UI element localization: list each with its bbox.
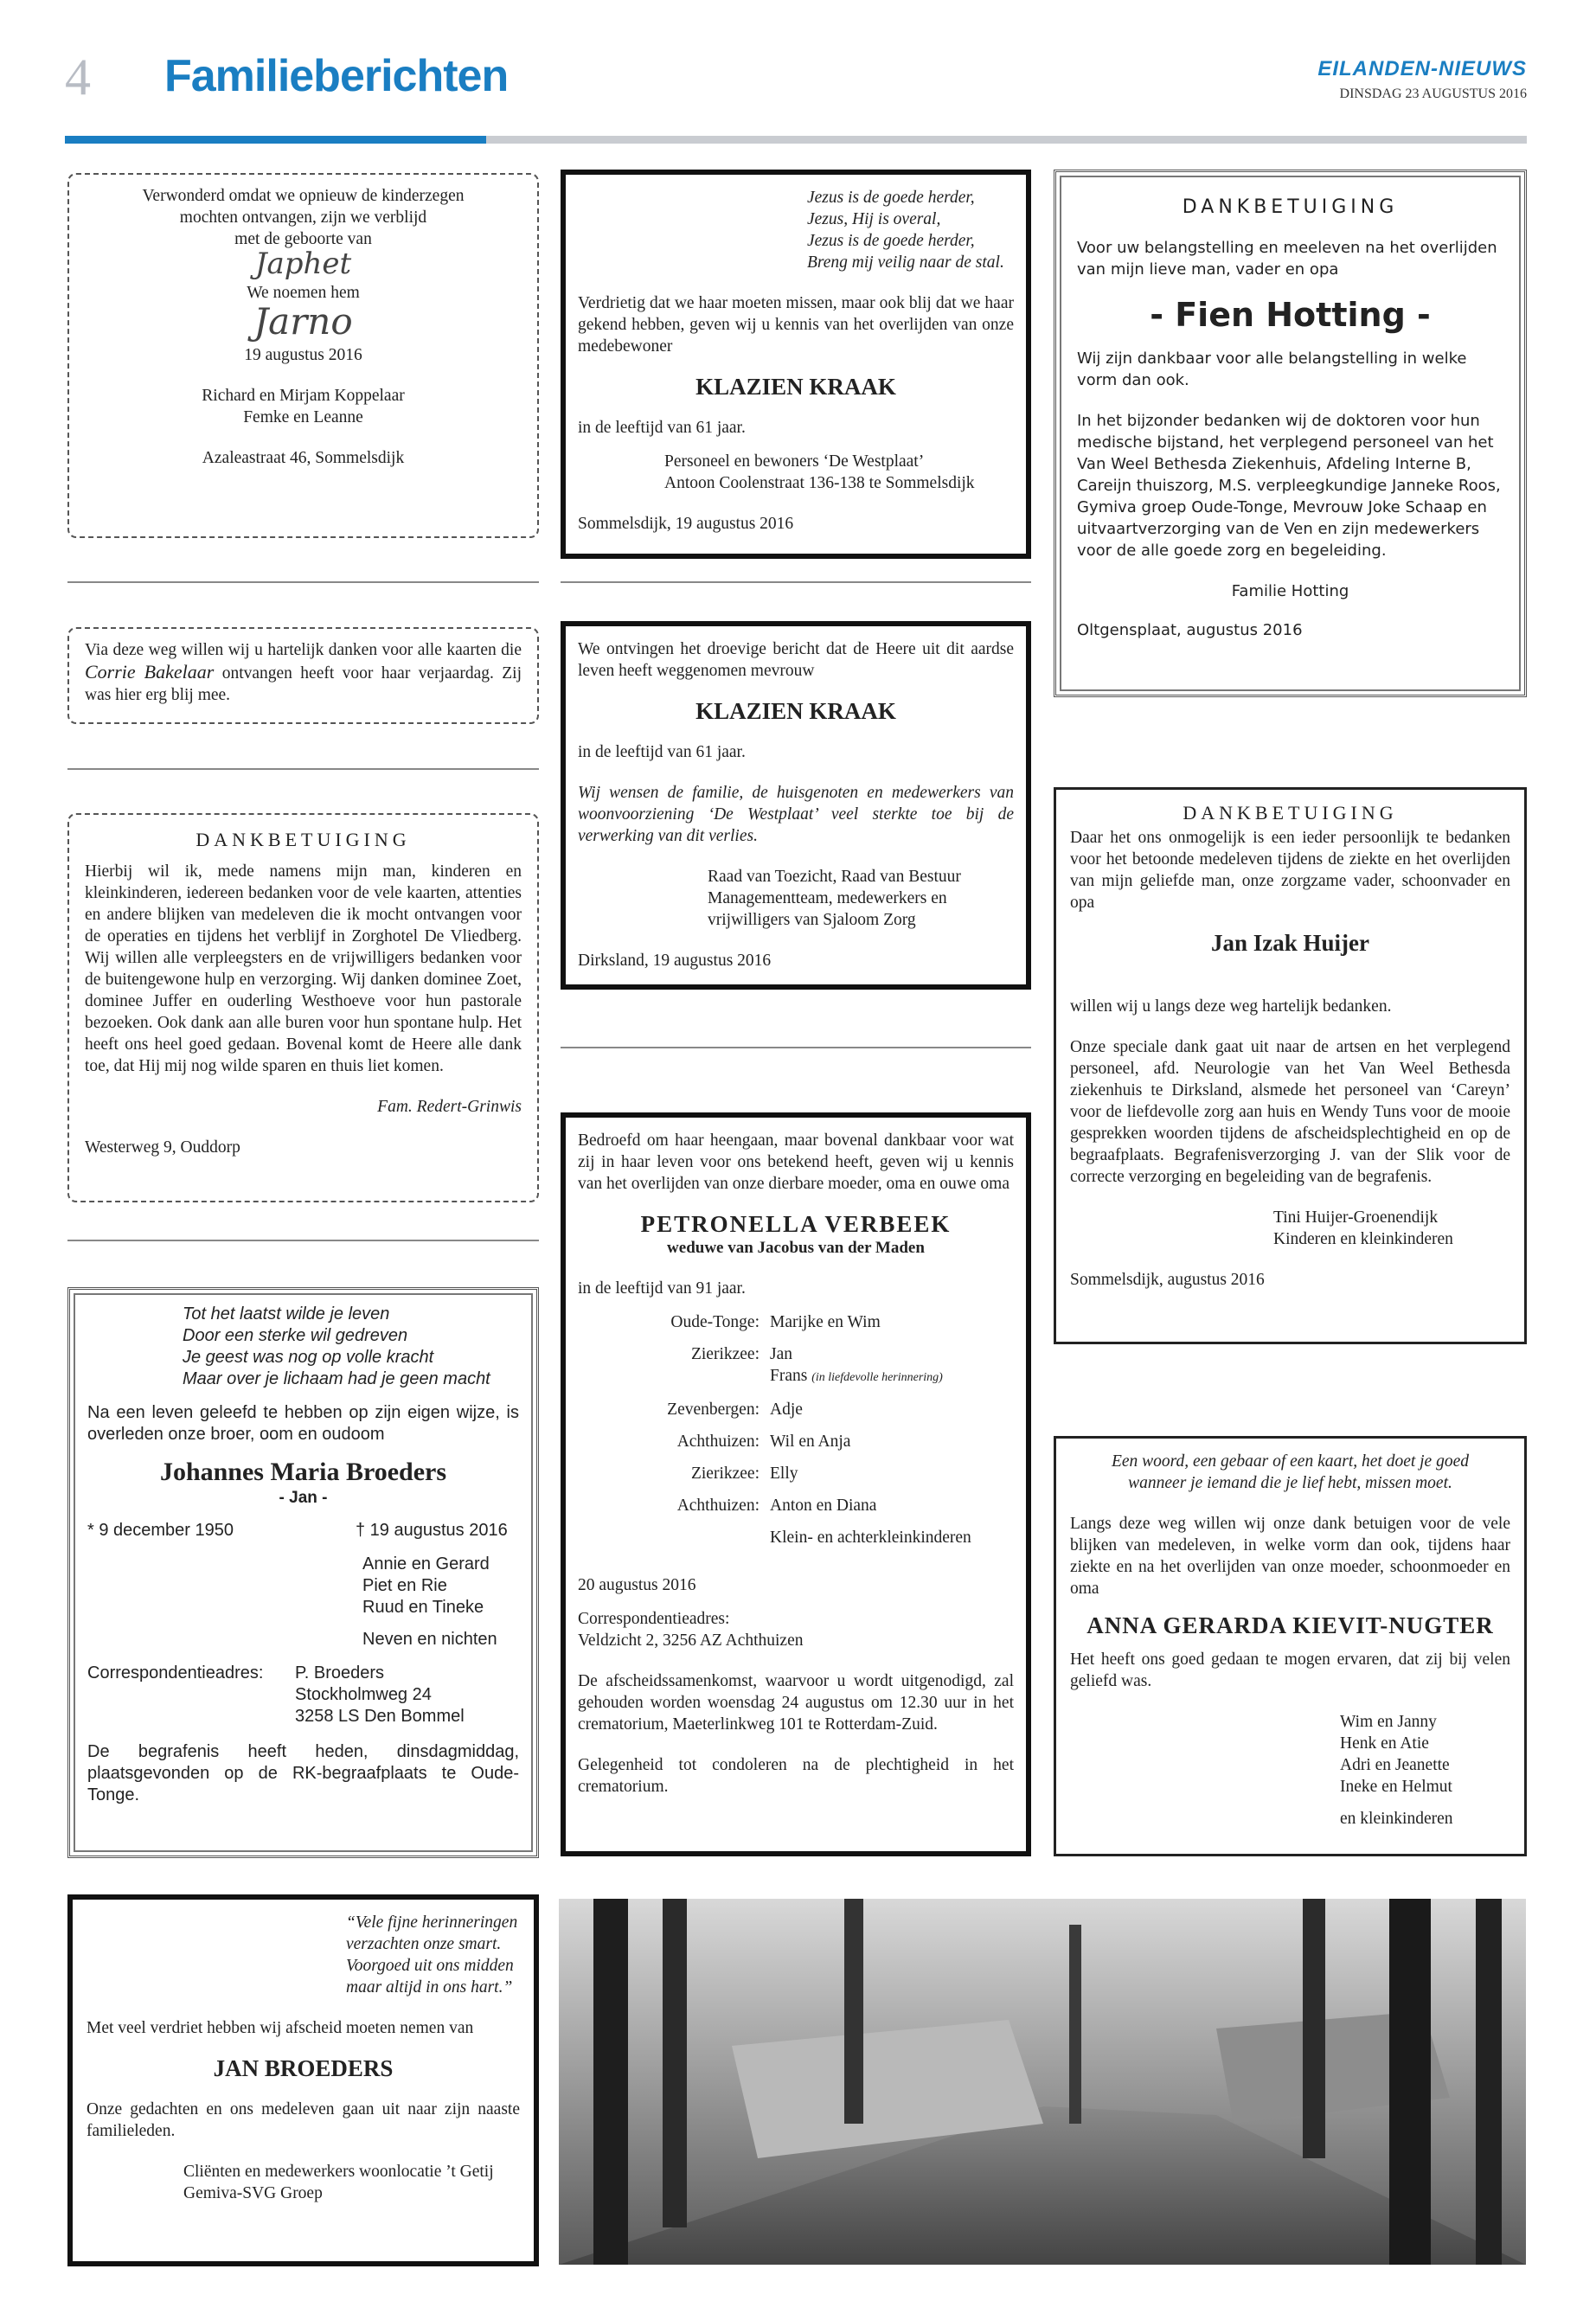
date: 20 augustus 2016	[578, 1576, 696, 1594]
poem-line: Jezus, Hij is overal,	[807, 210, 941, 228]
deceased-name: - Fien Hotting -	[1150, 296, 1431, 334]
obituary-klazien-kraak-sjaloom	[561, 621, 1031, 990]
sender-line: Personeel en bewoners ‘De Westplaat’	[664, 452, 925, 471]
family-list	[1070, 1711, 1510, 1830]
quote-line: “Vele fijne herinneringen	[346, 1913, 518, 1932]
paragraph: Wij zijn dankbaar voor alle belangstelling in welke vorm dan ook.	[1077, 349, 1467, 389]
family-names: Wil en Anja	[770, 1433, 851, 1451]
newspaper-logo: EILANDEN-NIEUWS	[1317, 57, 1527, 80]
family-row	[578, 1365, 971, 1399]
signature	[1070, 1207, 1510, 1250]
divider	[561, 1047, 1031, 1048]
corrie-text-post: ontvangen heeft voor haar verjaardag. Zij was hier erg blij mee.	[85, 664, 522, 704]
poem-line: Door een sterke wil gedreven	[183, 1326, 408, 1345]
sender	[87, 2161, 520, 2204]
age: in de leeftijd van 61 jaar.	[578, 419, 746, 437]
dankbetuiging-huijer	[1054, 787, 1527, 1344]
forest-path-photo	[559, 1899, 1526, 2265]
family-member: Henk en Atie	[1340, 1734, 1429, 1753]
obituary-klazien-kraak-residents	[561, 170, 1031, 559]
notice-title: DANKBETUIGING	[195, 829, 411, 850]
family-place: Zevenbergen:	[667, 1400, 760, 1419]
family-place	[578, 1527, 770, 1559]
quote-line: wanneer je iemand die je lief hebt, missen moet.	[1128, 1474, 1452, 1492]
deceased-name: KLAZIEN KRAAK	[695, 698, 896, 724]
special-thanks: Onze speciale dank gaat uit naar de artsen en het verplegend personeel, afd. Neurologie van het Van Weel Bethesda ziekenhuis te Dirksland, alsmede het personeel van ‘Careyn’ voor de liefdevolle zorg aan huis en Wendy Tuns voor de mooie gesprekken woorden tijdens de afscheidsplechtigheid en op de begraafplaats. Begrafenisverzorging J. van der Slik voor de correcte verzorging en begeleiding van de begrafenis.	[1070, 1038, 1510, 1186]
sender-line: Managementteam, medewerkers en	[708, 889, 947, 907]
funeral-info: De begrafenis heeft heden, dinsdagmiddag, plaatsgevonden op de RK-begraafplaats te Oude-Tonge.	[87, 1742, 519, 1804]
notice-title: DANKBETUIGING	[1182, 196, 1399, 218]
thanks: willen wij u langs deze weg hartelijk bedanken.	[1070, 997, 1392, 1016]
deceased-name: Jan Izak Huijer	[1210, 930, 1369, 956]
intro: Langs deze weg willen wij onze dank betuigen voor de vele blijken van medeleven, in welke vorm dan ook, tijdens haar ziekte en na het overlijden van onze moeder, schoonmoeder en oma	[1070, 1515, 1510, 1598]
quote-line: Voorgoed uit ons midden	[346, 1957, 514, 1975]
page-number: 4	[65, 48, 91, 106]
poem-line: Breng mij veilig naar de stal.	[807, 253, 1004, 272]
header-rule-accent	[65, 136, 486, 144]
signature-line: Tini Huijer-Groenendijk	[1273, 1208, 1439, 1227]
age: in de leeftijd van 91 jaar.	[578, 1279, 746, 1298]
family-place: Zierikzee:	[690, 1465, 760, 1483]
correspondence-line: Stockholmweg 24	[295, 1685, 432, 1704]
thanks-notice-corrie	[67, 627, 539, 724]
family-row	[578, 1343, 971, 1365]
family-note: (in liefdevolle herinnering)	[811, 1371, 943, 1384]
poem-line: Tot het laatst wilde je leven	[183, 1304, 390, 1324]
birth-parents: Richard en Mirjam Koppelaar	[202, 387, 405, 405]
deceased-name: Johannes Maria Broeders	[159, 1458, 447, 1486]
place-date: Dirksland, 19 augustus 2016	[578, 952, 772, 970]
birth-line: We noemen hem	[247, 284, 360, 302]
divider	[67, 581, 539, 583]
obituary-jan-broeders	[67, 1894, 539, 2266]
paragraph: In het bijzonder bedanken wij de doktoren voor hun medische bijstand, het verplegend personeel van het Van Weel Bethesda Ziekenhuis, Afdeling Interne B, Careijn thuiszorg, M.S. verpleegkundige Janneke Roos, Gymiva groep Oude-Tonge, Mevrouw Joke Schaap en uitvaartverzorging van de Ven en zijn medewerkers voor de alle goede zorg en begeleiding.	[1077, 412, 1501, 560]
poem-line: Je geest was nog op volle kracht	[183, 1348, 434, 1367]
farewell-info: De afscheidssamenkomst, waarvoor u wordt uitgenodigd, zal gehouden worden woensdag 24 augustus om 12.30 uur in het crematorium, Maeterlinkweg 101 te Rotterdam-Zuid.	[578, 1672, 1014, 1734]
correspondence-label: Correspondentieadres:	[578, 1610, 730, 1628]
deceased-name: ANNA GERARDA KIEVIT-NUGTER	[1086, 1612, 1494, 1638]
place-date: Oltgensplaat, augustus 2016	[1077, 621, 1303, 639]
sender	[578, 451, 1014, 494]
dankbetuiging-kievit-nugter	[1054, 1436, 1527, 1856]
place-date: Sommelsdijk, 19 augustus 2016	[578, 515, 794, 533]
poem	[578, 187, 1014, 273]
age: in de leeftijd van 61 jaar.	[578, 743, 746, 761]
section-title: Familieberichten	[164, 51, 509, 101]
family-row	[578, 1311, 971, 1343]
issue-date: DINSDAG 23 AUGUSTUS 2016	[1339, 87, 1527, 101]
corrie-text-pre: Via deze weg willen wij u hartelijk danken voor alle kaarten die	[85, 641, 522, 659]
birth-date: * 9 december 1950	[87, 1521, 234, 1540]
quote	[87, 1912, 520, 1998]
family-place: Oude-Tonge:	[670, 1313, 760, 1331]
quote-line: Een woord, een gebaar of een kaart, het doet je goed	[1111, 1452, 1469, 1471]
birth-siblings: Femke en Leanne	[243, 408, 363, 426]
intro: Verdrietig dat we haar moeten missen, maar ook blij dat we haar gekend hebben, geven wij u kennis van het overlijden van onze medebewoner	[578, 294, 1014, 356]
signature-line: Kinderen en kleinkinderen	[1273, 1230, 1453, 1248]
intro: Bedroefd om haar heengaan, maar bovenal dankbaar voor wat zij in haar leven voor ons betekend heeft, geven wij u kennis van het overlijden van onze dierbare moeder, oma en ouwe oma	[578, 1131, 1014, 1193]
sender-line: Cliënten en medewerkers woonlocatie ’t Getij	[183, 2163, 494, 2181]
birth-line: mochten ontvangen, zijn we verblijd	[179, 208, 427, 227]
family-place: Zierikzee:	[690, 1345, 760, 1363]
family-names: Klein- en achterkleinkinderen	[770, 1529, 971, 1547]
body: Onze gedachten en ons medeleven gaan uit naar zijn naaste familieleden.	[87, 2100, 520, 2140]
birth-announcement	[67, 173, 539, 538]
family-row	[578, 1495, 971, 1527]
correspondence-line: 3258 LS Den Bommel	[295, 1707, 465, 1726]
family-names: Anton en Diana	[770, 1497, 877, 1515]
family-place: Achthuizen:	[676, 1433, 760, 1451]
quote	[1070, 1451, 1510, 1494]
family-names: Frans	[770, 1367, 808, 1385]
family-row	[578, 1527, 971, 1559]
family-member: Ineke en Helmut	[1340, 1778, 1452, 1796]
poem-line: Maar over je lichaam had je geen macht	[183, 1369, 490, 1388]
family-member: Ruud en Tineke	[362, 1598, 484, 1617]
sender-line: Raad van Toezicht, Raad van Bestuur	[708, 868, 961, 886]
widow-of: weduwe van Jacobus van der Maden	[667, 1239, 925, 1257]
death-date: † 19 augustus 2016	[356, 1521, 508, 1540]
dates-row	[87, 1520, 519, 1541]
divider	[67, 1240, 539, 1241]
body: Het heeft ons goed gedaan te mogen ervaren, dat zij bij velen geliefd was.	[1070, 1650, 1510, 1690]
family-names: Jan	[770, 1345, 792, 1363]
family-table	[578, 1311, 971, 1559]
family-member: en kleinkinderen	[1340, 1810, 1453, 1828]
deceased-name: PETRONELLA VERBEEK	[640, 1211, 952, 1237]
sender-line: Gemiva-SVG Groep	[183, 2184, 323, 2202]
birth-date: 19 augustus 2016	[244, 346, 362, 364]
correspondence-line: P. Broeders	[295, 1663, 385, 1682]
quote-line: maar altijd in ons hart.”	[346, 1978, 513, 1997]
intro: Voor uw belangstelling en meeleven na het overlijden van mijn lieve man, vader en opa	[1077, 239, 1497, 279]
header-rule	[486, 136, 1527, 144]
family-place: Achthuizen:	[676, 1497, 760, 1515]
place-date: Sommelsdijk, augustus 2016	[1070, 1271, 1265, 1289]
family-names: Adje	[770, 1400, 803, 1419]
notice-body: Hierbij wil ik, mede namens mijn man, kinderen en kleinkinderen, iedereen bedanken voor de vele kaarten, attenties en andere blijken van medeleven die ik mocht ontvangen voor de operaties en tijdens het verblijf in Zorghotel De Vliedberg. Wij willen alle verpleegsters en de vrijwilligers bedanken voor de buitengewone hulp en verzorging. Wij danken dominee Zoet, dominee Juffer en ouderling Westhoeve voor hun pastorale bezoeken. Ook dank aan alle buren voor hun spontane hulp. Het heeft ons heel goed gedaan. Bovenal komt de Heere alle dank toe, dat Hij mij nog wilde sparen en thuis liet komen.	[85, 862, 522, 1075]
address: Westerweg 9, Ouddorp	[85, 1138, 240, 1157]
divider	[67, 768, 539, 770]
birth-line: Verwonderd omdat we opnieuw de kinderzegen	[142, 187, 465, 205]
family-names: Elly	[770, 1465, 798, 1483]
deceased-name: KLAZIEN KRAAK	[695, 374, 896, 400]
intro: Na een leven geleefd te hebben op zijn eigen wijze, is overleden onze broer, oom en oudoom	[87, 1403, 519, 1444]
sender	[578, 866, 1014, 931]
correspondence-address: Veldzicht 2, 3256 AZ Achthuizen	[578, 1631, 804, 1650]
family-place	[578, 1365, 770, 1399]
poem	[87, 1304, 519, 1390]
family-row	[578, 1463, 971, 1495]
family-row	[578, 1431, 971, 1463]
family-member: Adri en Jeanette	[1340, 1756, 1450, 1774]
forest-path-illustration	[559, 1899, 1526, 2265]
corrie-name: Corrie Bakelaar	[85, 661, 215, 683]
family-member: Piet en Rie	[362, 1576, 447, 1595]
family-member: Annie en Gerard	[362, 1554, 490, 1574]
correspondence	[87, 1663, 519, 1727]
deceased-name: JAN BROEDERS	[213, 2055, 394, 2081]
nickname: - Jan -	[279, 1489, 328, 1507]
dankbetuiging-hotting	[1054, 170, 1527, 697]
divider	[561, 581, 1031, 583]
birth-address: Azaleastraat 46, Sommelsdijk	[202, 449, 405, 467]
signature: Fam. Redert-Grinwis	[377, 1098, 522, 1116]
intro: Met veel verdriet hebben wij afscheid moeten nemen van	[87, 2019, 474, 2037]
family-list	[87, 1554, 519, 1650]
family-member: Neven en nichten	[362, 1630, 497, 1649]
family-row	[578, 1399, 971, 1431]
family: Familie Hotting	[1231, 582, 1349, 600]
poem-line: Jezus is de goede herder,	[807, 189, 975, 207]
sender-line: Antoon Coolenstraat 136-138 te Sommelsdijk	[664, 474, 975, 492]
sender-line: vrijwilligers van Sjaloom Zorg	[708, 911, 916, 929]
notice-title: DANKBETUIGING	[1183, 802, 1398, 824]
quote-line: verzachten onze smart.	[346, 1935, 502, 1953]
poem-line: Jezus is de goede herder,	[807, 232, 975, 250]
obituary-petronella-verbeek	[561, 1112, 1031, 1856]
condolence-info: Gelegenheid tot condoleren na de plechtigheid in het crematorium.	[578, 1756, 1014, 1796]
birth-line: met de geboorte van	[234, 230, 372, 248]
intro: Daar het ons onmogelijk is een ieder persoonlijk te bedanken voor het betoonde medeleven tijdens de ziekte en het overlijden van mijn geliefde man, onze zorgzame vader, schoonvader en opa	[1070, 829, 1510, 912]
dankbetuiging-redert	[67, 813, 539, 1202]
intro: We ontvingen het droevige bericht dat de Heere uit dit aardse leven heeft weggenomen mevrouw	[578, 640, 1014, 680]
obituary-johannes-broeders	[67, 1287, 539, 1858]
correspondence-label: Correspondentieadres:	[87, 1663, 264, 1682]
wish: Wij wensen de familie, de huisgenoten en medewerkers van woonvoorziening ‘De Westplaat’ veel sterkte toe bij de verwerking van dit verlies.	[578, 784, 1014, 845]
family-member: Wim en Janny	[1340, 1713, 1437, 1731]
family-names: Marijke en Wim	[770, 1313, 881, 1331]
birth-name-script: Japhet	[254, 247, 352, 281]
baby-name-script: Jarno	[253, 300, 353, 343]
